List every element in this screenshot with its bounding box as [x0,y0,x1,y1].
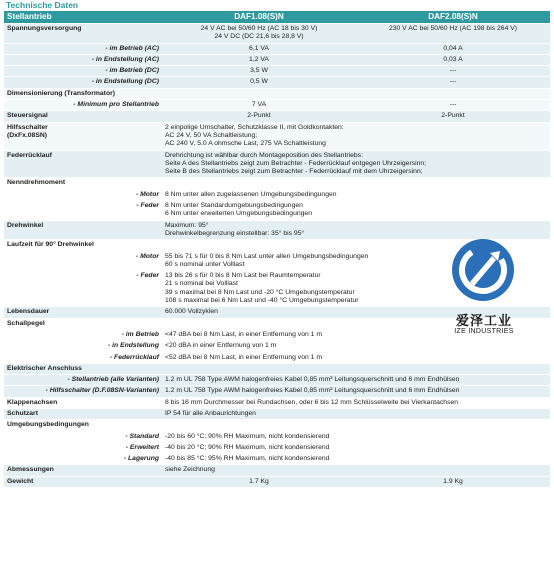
row-label: Steuersignal [4,111,162,122]
row-value: <52 dBA bei 8 Nm Last, in einer Entfernung von 1 m [162,352,550,363]
value-line: 2 einpolige Umschalter, Schutzklasse II, mit Goldkontakten: [165,123,344,131]
table-row [4,77,550,88]
row-label: Federrücklauf [4,150,162,178]
row-label: - Stellantrieb (alle Varianten) [4,375,162,386]
row-value [162,122,550,150]
value-line: 60 s nominal unter Volllast [165,260,245,268]
row-value [162,201,550,221]
table-row [4,363,550,374]
row-value: 0,03 A [356,54,550,65]
row-label: - Motor [4,251,162,271]
row-label: Schallpegel [4,318,550,329]
table-row [4,66,550,77]
row-label: Umgebungsbedingungen [4,420,550,431]
row-value: <47 dBA bei 8 Nm Last, in einer Entfernung von 1 m [162,329,550,340]
row-label: - im Betrieb (AC) [4,43,162,54]
row-value: 1.9 Kg [356,476,550,487]
row-label: - im Betrieb (DC) [4,66,162,77]
header-model-1: DAF1.08(S)N [162,11,356,24]
header-model-2: DAF2.08(S)N [356,11,550,24]
row-label: - Lagerung [4,454,162,465]
row-label: - in Endstellung (AC) [4,54,162,65]
table-row [4,54,550,65]
row-value: 8 bis 16 mm Durchmesser bei Rundachsen, oder 6 bis 12 mm Schlüsselweite bei Vierkantachsen [162,397,550,408]
row-label: Elektrischer Anschluss [4,363,550,374]
table-row [4,122,550,150]
table-row [4,201,550,221]
table-row [4,341,550,352]
row-label: - in Endstellung (DC) [4,77,162,88]
table-row [4,100,550,111]
value-line: 108 s maximal bei 6 Nm Last und -40 °C Umgebungstemperatur [165,297,359,305]
row-value: 3,5 W [162,66,356,77]
row-label: - Minimum pro Stellantrieb [4,100,162,111]
row-value: -40 bis 85 °C; 95% RH Maximum, nicht kondensierend [162,454,550,465]
row-value [162,150,550,178]
row-label: - im Betrieb [4,329,162,340]
value-line: 24 V AC bei 50/60 Hz (AC 18 bis 30 V) [200,25,318,32]
table-header [4,11,550,24]
row-label: Laufzeit für 90° Drehwinkel [4,240,550,251]
row-value: 0,04 A [356,43,550,54]
row-label: Schutzart [4,408,162,419]
watermark-english: IZE INDUSTRIES [454,328,514,335]
value-line: AC 24 V, 50 VA Schaltleistung; [165,131,258,139]
row-value: 60.000 Vollzyklen [162,307,550,318]
table-row [4,465,550,476]
row-value: 8 Nm unter allen zugelassenen Umgebungsbedingungen [162,189,550,200]
table-row [4,476,550,487]
row-label: - Standard [4,431,162,442]
table-row [4,111,550,122]
row-label: - Feder [4,201,162,221]
table-row [4,352,550,363]
value-line: 6 Nm unter erweiterten Umgebungsbedingungen [165,210,312,218]
row-value: 1.7 Kg [162,476,356,487]
row-value: 0,5 W [162,77,356,88]
table-row [4,408,550,419]
row-value: 1,2 VA [162,54,356,65]
row-label: Nenndrehmoment [4,178,550,189]
value-line: Drehrichtung ist wählbar durch Montageposition des Stellantriebs: [165,151,363,159]
table-row [4,189,550,200]
row-value [162,24,356,44]
table-row [4,431,550,442]
row-value: 2-Punkt [162,111,356,122]
row-label: - Hilfsschalter (D.F.08SN-Varianten) [4,386,162,397]
row-value: 1.2 m UL 758 Type AWM halogenfreies Kabel 0,85 mm² Leitungsquerschnitt und 6 mm Endhülsen [162,386,550,397]
value-line: 55 bis 71 s für 0 bis 8 Nm Last unter allen Umgebungsbedingungen [165,252,369,260]
value-line: 8 Nm unter Standardumgebungsbedingungen [165,202,303,210]
section-heading: Technische Daten [6,0,79,10]
table-row [4,454,550,465]
table-row [4,88,550,99]
row-label: - Federrücklauf [4,352,162,363]
row-value: <20 dBA in einer Entfernung von 1 m [162,341,550,352]
row-value: 1.2 m UL 758 Type AWM halogenfreies Kabel 0,85 mm² Leitungsquerschnitt und 6 mm Endhülsen [162,375,550,386]
table-row [4,386,550,397]
value-line: Seite A des Stellantriebs zeigt zum Betrachter - Federrücklauf entgegen Uhrzeigersinn; [165,159,427,167]
value-line: 13 bis 26 s für 0 bis 8 Nm Last bei Raumtemperatur [165,272,321,280]
value-line: 21 s nominal bei Volllast [165,280,238,288]
row-label [4,122,162,150]
row-label: Drehwinkel [4,220,162,240]
row-label: Spannungsversorgung [4,24,162,44]
value-line: AC 240 V, 5.0 A ohmsche Last, 275 VA Schaltleistung [165,140,326,148]
table-row [4,24,550,44]
row-label: Klappenachsen [4,397,162,408]
watermark-chinese: 爱泽工业 [455,313,512,328]
table-row [4,178,550,189]
row-value: 2-Punkt [356,111,550,122]
table-row [4,397,550,408]
row-label: - Erweitert [4,442,162,453]
row-value: --- [356,77,550,88]
row-value: 6,1 VA [162,43,356,54]
row-value: siehe Zeichnung [162,465,550,476]
row-label: - Feder [4,271,162,307]
value-line: 24 V DC (DC 21,6 bis 28,8 V) [214,33,304,41]
row-value: 230 V AC bei 50/60 Hz (AC 198 bis 264 V) [356,24,550,44]
label-line: Hilfsschalter [7,123,48,131]
table-row [4,420,550,431]
header-actuator: Stellantrieb [4,11,162,24]
row-value: -20 bis 60 °C; 90% RH Maximum, nicht kondensierend [162,431,550,442]
row-label: Abmessungen [4,465,162,476]
value-line: Maximum: 95° [165,221,209,229]
label-line: (DxFx.08SN) [7,131,48,139]
row-value: --- [356,66,550,77]
row-value: -40 bis 20 °C; 90% RH Maximum, nicht kondensierend [162,442,550,453]
row-value: IP 54 für alle Anbaurichtungen [162,408,550,419]
value-line: Seite B des Stellantriebs zeigt zum Betrachter - Federrücklauf mit dem Uhrzeigersinn; [165,168,423,176]
row-label: Gewicht [4,476,162,487]
value-line: 39 s maximal bei 8 Nm Last und -20 °C Umgebungstemperatur [165,288,355,296]
row-label: Dimensionierung (Transformator) [4,88,550,99]
row-value: --- [356,100,550,111]
row-value: 7 VA [162,100,356,111]
table-row [4,150,550,178]
value-line: Drehwinkelbegrenzung einstellbar: 35° bis 95° [165,229,305,237]
row-label: Lebensdauer [4,307,162,318]
row-label: - in Endstellung [4,341,162,352]
table-row [4,43,550,54]
row-label: - Motor [4,189,162,200]
table-row [4,375,550,386]
table-row [4,442,550,453]
